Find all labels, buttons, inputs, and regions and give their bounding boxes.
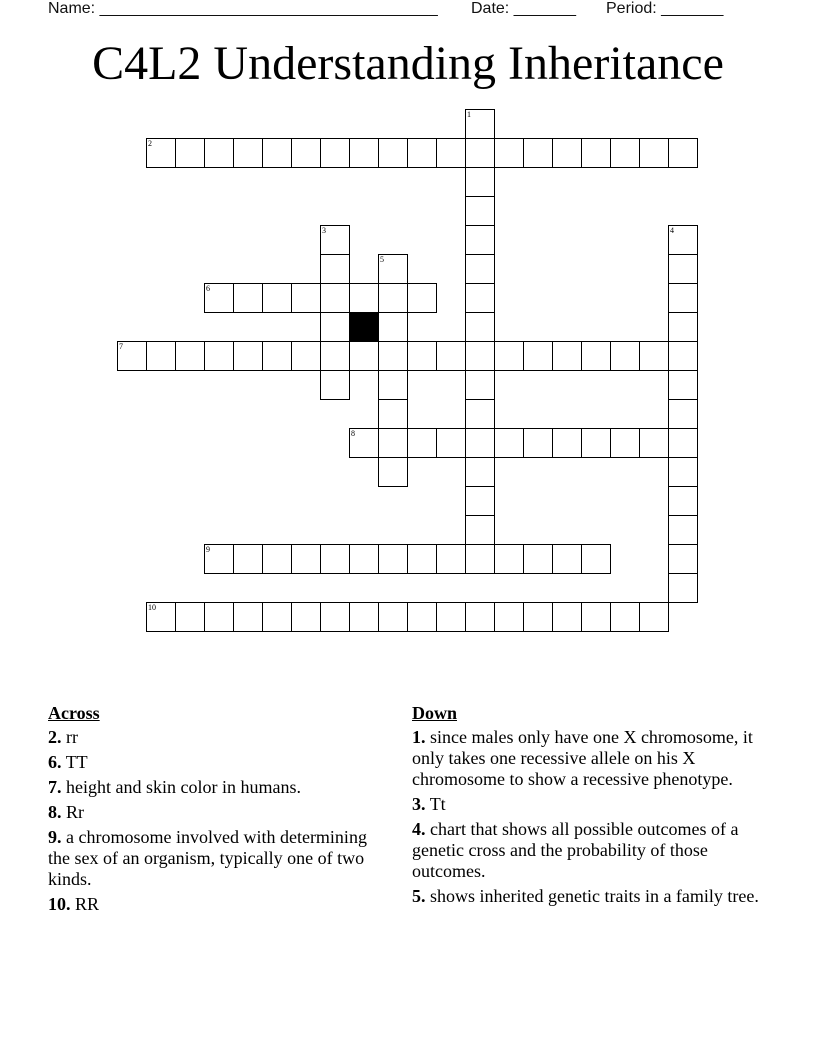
crossword-cell[interactable]	[146, 341, 176, 371]
crossword-cell[interactable]	[465, 254, 495, 284]
crossword-cell[interactable]	[552, 341, 582, 371]
crossword-cell[interactable]	[668, 457, 698, 487]
crossword-cell[interactable]	[668, 573, 698, 603]
crossword-cell[interactable]	[436, 138, 466, 168]
crossword-cell[interactable]	[117, 341, 147, 371]
crossword-cell[interactable]	[465, 225, 495, 255]
crossword-cell[interactable]	[320, 370, 350, 400]
crossword-cell[interactable]	[668, 428, 698, 458]
down-clue-1: 1. since males only have one X chromosome, it only takes one recessive allele on his X chromosome to show a recessive phenotype.	[412, 727, 753, 789]
clue-number: 9	[206, 545, 210, 554]
crossword-cell[interactable]	[175, 602, 205, 632]
crossword-cell[interactable]	[523, 428, 553, 458]
down-heading: Down	[412, 703, 458, 723]
clue-number: 7	[119, 342, 123, 351]
crossword-cell[interactable]	[349, 341, 379, 371]
crossword-cell[interactable]	[552, 428, 582, 458]
crossword-cell[interactable]	[436, 341, 466, 371]
crossword-cell[interactable]	[262, 138, 292, 168]
crossword-cell[interactable]	[320, 138, 350, 168]
crossword-cell[interactable]	[494, 544, 524, 574]
crossword-cell[interactable]	[233, 602, 263, 632]
crossword-cell[interactable]	[291, 602, 321, 632]
crossword-cell[interactable]	[465, 602, 495, 632]
crossword-cell[interactable]	[204, 602, 234, 632]
crossword-cell[interactable]	[204, 283, 234, 313]
crossword-cell[interactable]	[523, 544, 553, 574]
crossword-cell[interactable]	[378, 457, 408, 487]
crossword-cell[interactable]	[494, 428, 524, 458]
crossword-cell[interactable]	[610, 428, 640, 458]
crossword-cell[interactable]	[349, 602, 379, 632]
crossword-cell[interactable]	[523, 602, 553, 632]
crossword-cell[interactable]	[378, 544, 408, 574]
crossword-cell[interactable]	[552, 544, 582, 574]
crossword-cell[interactable]	[233, 138, 263, 168]
crossword-cell[interactable]	[262, 341, 292, 371]
crossword-cell[interactable]	[465, 544, 495, 574]
crossword-cell[interactable]	[668, 486, 698, 516]
crossword-cell[interactable]	[320, 225, 350, 255]
crossword-cell[interactable]	[552, 138, 582, 168]
crossword-cell[interactable]	[378, 138, 408, 168]
down-clue-3: 3. Tt	[412, 794, 446, 814]
crossword-cell[interactable]	[349, 428, 379, 458]
crossword-cell[interactable]	[320, 602, 350, 632]
crossword-cell[interactable]	[233, 283, 263, 313]
crossword-cell[interactable]	[204, 341, 234, 371]
crossword-cell[interactable]	[320, 312, 350, 342]
across-clues	[48, 702, 378, 919]
crossword-cell[interactable]	[668, 138, 698, 168]
crossword-cell[interactable]	[407, 283, 437, 313]
crossword-cell[interactable]	[436, 602, 466, 632]
date-field-label: Date: _______	[471, 0, 576, 17]
crossword-cell[interactable]	[349, 283, 379, 313]
crossword-cell[interactable]	[668, 544, 698, 574]
crossword-cell[interactable]	[668, 399, 698, 429]
period-field-label: Period: _______	[606, 0, 724, 17]
clue-number: 2	[148, 139, 152, 148]
crossword-cell[interactable]	[465, 341, 495, 371]
crossword-cell[interactable]	[581, 138, 611, 168]
crossword-cell[interactable]	[668, 370, 698, 400]
crossword-cell[interactable]	[349, 544, 379, 574]
crossword-cell[interactable]	[378, 602, 408, 632]
blocked-cell	[349, 312, 379, 342]
crossword-cell[interactable]	[233, 544, 263, 574]
crossword-cell[interactable]	[204, 544, 234, 574]
crossword-cell[interactable]	[581, 428, 611, 458]
crossword-cell[interactable]	[581, 544, 611, 574]
crossword-cell[interactable]	[262, 602, 292, 632]
crossword-cell[interactable]	[349, 138, 379, 168]
down-clue-5: 5. shows inherited genetic traits in a family tree.	[412, 886, 759, 906]
crossword-cell[interactable]	[291, 138, 321, 168]
crossword-cell[interactable]	[668, 254, 698, 284]
crossword-cell[interactable]	[668, 341, 698, 371]
crossword-cell[interactable]	[668, 515, 698, 545]
crossword-cell[interactable]	[465, 428, 495, 458]
crossword-cell[interactable]	[523, 341, 553, 371]
crossword-cell[interactable]	[320, 544, 350, 574]
crossword-cell[interactable]	[407, 341, 437, 371]
crossword-cell[interactable]	[378, 341, 408, 371]
crossword-cell[interactable]	[175, 138, 205, 168]
crossword-cell[interactable]	[146, 138, 176, 168]
across-clue-10: 10. RR	[48, 894, 100, 914]
page-title: C4L2 Understanding Inheritance	[92, 37, 724, 90]
crossword-cell[interactable]	[639, 138, 669, 168]
clue-number: 8	[351, 429, 355, 438]
crossword-cell[interactable]	[465, 167, 495, 197]
crossword-cell[interactable]	[639, 341, 669, 371]
crossword-cell[interactable]	[581, 602, 611, 632]
crossword-cell[interactable]	[320, 341, 350, 371]
down-clues	[412, 702, 772, 911]
crossword-cell[interactable]	[146, 602, 176, 632]
clue-number: 3	[322, 226, 326, 235]
crossword-cell[interactable]	[465, 370, 495, 400]
crossword-cell[interactable]	[581, 341, 611, 371]
crossword-cell[interactable]	[552, 602, 582, 632]
crossword-cell[interactable]	[233, 341, 263, 371]
crossword-cell[interactable]	[320, 254, 350, 284]
crossword-cell[interactable]	[610, 138, 640, 168]
crossword-cell[interactable]	[262, 544, 292, 574]
down-clue-4: 4. chart that shows all possible outcomes of a genetic cross and the probability of those outcomes.	[412, 819, 739, 881]
crossword-cell[interactable]	[668, 283, 698, 313]
crossword-cell[interactable]	[175, 341, 205, 371]
across-clue-8: 8. Rr	[48, 802, 84, 822]
crossword-cell[interactable]	[407, 602, 437, 632]
crossword-cell[interactable]	[610, 341, 640, 371]
clue-number: 5	[380, 255, 384, 264]
across-clue-6: 6. TT	[48, 752, 88, 772]
crossword-cell[interactable]	[407, 428, 437, 458]
crossword-cell[interactable]	[465, 196, 495, 226]
across-heading: Across	[48, 703, 100, 723]
student-info-line	[48, 0, 816, 20]
crossword-cell[interactable]	[407, 544, 437, 574]
crossword-cell[interactable]	[436, 428, 466, 458]
crossword-cell[interactable]	[465, 515, 495, 545]
clue-number: 1	[467, 110, 471, 119]
crossword-cell[interactable]	[378, 370, 408, 400]
crossword-cell[interactable]	[639, 428, 669, 458]
crossword-cell[interactable]	[465, 312, 495, 342]
crossword-cell[interactable]	[262, 283, 292, 313]
crossword-cell[interactable]	[378, 428, 408, 458]
crossword-cell[interactable]	[465, 486, 495, 516]
crossword-cell[interactable]	[291, 283, 321, 313]
crossword-cell[interactable]	[465, 283, 495, 313]
crossword-cell[interactable]	[378, 283, 408, 313]
crossword-cell[interactable]	[291, 544, 321, 574]
crossword-cell[interactable]	[668, 225, 698, 255]
crossword-cell[interactable]	[320, 283, 350, 313]
clue-number: 10	[148, 603, 156, 612]
crossword-cell[interactable]	[610, 602, 640, 632]
crossword-cell[interactable]	[639, 602, 669, 632]
clue-number: 4	[670, 226, 674, 235]
crossword-cell[interactable]	[407, 138, 437, 168]
clue-number: 6	[206, 284, 210, 293]
name-field-label: Name: ______________________________________	[48, 0, 438, 17]
crossword-cell[interactable]	[465, 399, 495, 429]
crossword-cell[interactable]	[436, 544, 466, 574]
crossword-cell[interactable]	[204, 138, 234, 168]
crossword-cell[interactable]	[378, 312, 408, 342]
crossword-cell[interactable]	[523, 138, 553, 168]
crossword-cell[interactable]	[465, 457, 495, 487]
across-clue-9: 9. a chromosome involved with determining the sex of an organism, typically one of two kinds.	[48, 827, 367, 889]
across-clue-2: 2. rr	[48, 727, 78, 747]
crossword-cell[interactable]	[378, 399, 408, 429]
crossword-cell[interactable]	[465, 109, 495, 139]
crossword-cell[interactable]	[465, 138, 495, 168]
crossword-cell[interactable]	[291, 341, 321, 371]
crossword-cell[interactable]	[378, 254, 408, 284]
crossword-cell[interactable]	[494, 602, 524, 632]
crossword-cell[interactable]	[494, 138, 524, 168]
crossword-cell[interactable]	[668, 312, 698, 342]
across-clue-7: 7. height and skin color in humans.	[48, 777, 301, 797]
crossword-cell[interactable]	[494, 341, 524, 371]
